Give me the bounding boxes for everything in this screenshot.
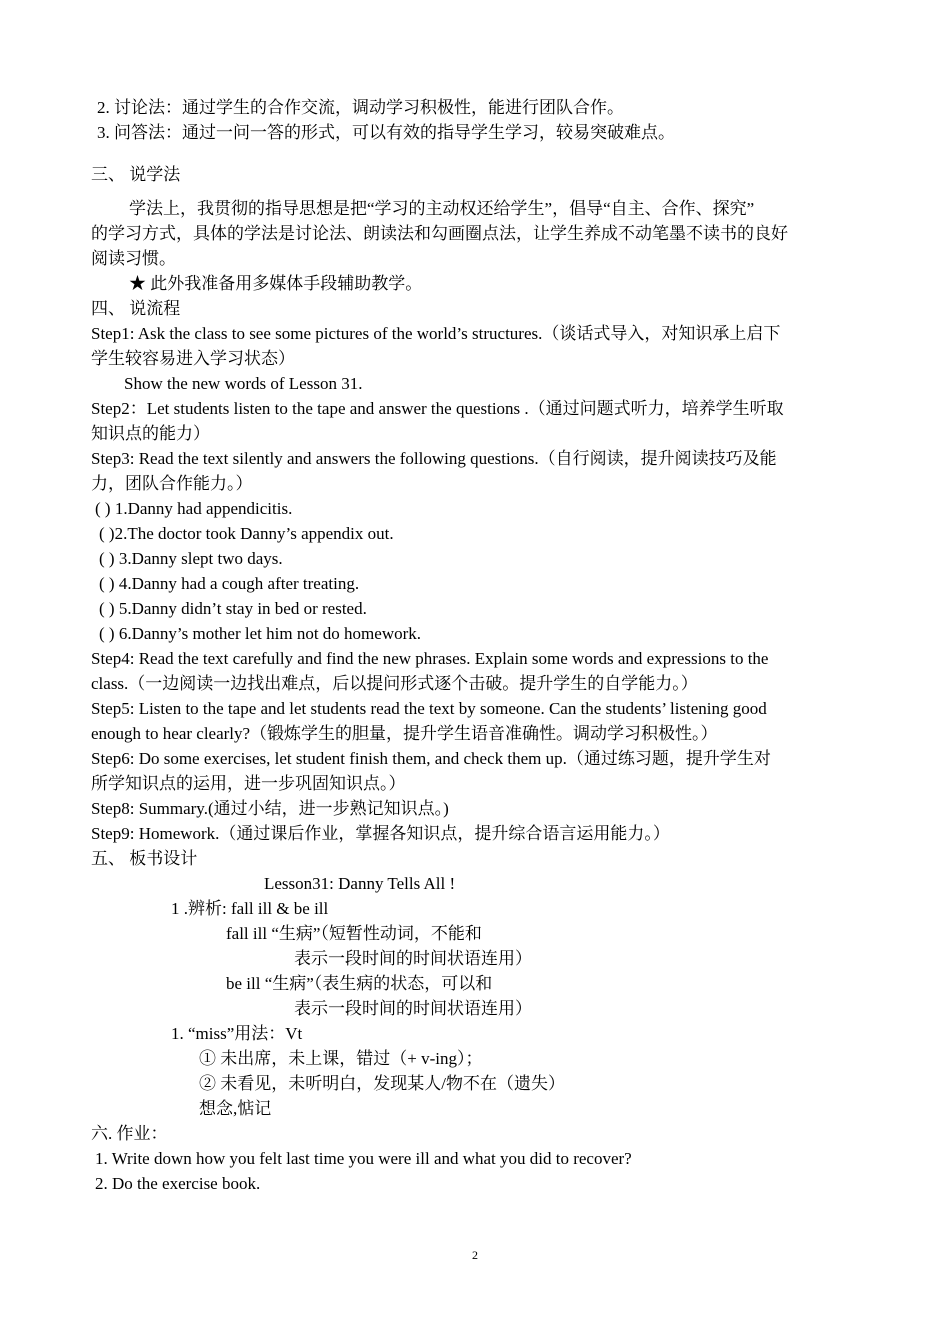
step-text: Step5: Listen to the tape and let students read the text by someone. Can the students’ listening good <box>91 699 767 718</box>
step-text: 学生较容易进入学习状态） <box>91 349 295 368</box>
step-text: class.（一边阅读一边找出难点，后以提问形式逐个击破。提升学生的自学能力。） <box>91 674 698 693</box>
step-text: Step9: Homework.（通过课后作业，掌握各知识点，提升综合语言运用能力。） <box>91 824 670 843</box>
step-text: Step6: Do some exercises, let student finish them, and check them up.（通过练习题，提升学生对 <box>91 749 771 768</box>
board-line: 表示一段时间的时间状语连用） <box>294 999 532 1018</box>
section-heading-homework: 六. 作业： <box>91 1124 168 1143</box>
multimedia-note: ★ 此外我准备用多媒体手段辅助教学。 <box>129 274 423 293</box>
page-number: 2 <box>472 1248 478 1262</box>
board-line: ② 未看见，未听明白，发现某人/物不在（遗失） <box>199 1074 565 1093</box>
homework-item: 1. Write down how you felt last time you were ill and what you did to recover? <box>95 1149 632 1168</box>
method-discussion: 2. 讨论法：通过学生的合作交流，调动学习积极性，能进行团队合作。 <box>97 98 624 117</box>
board-line: be ill “生病”（表生病的状态，可以和 <box>226 974 493 993</box>
homework-item: 2. Do the exercise book. <box>95 1174 261 1193</box>
step-text: 力，团队合作能力。） <box>91 474 253 493</box>
section-heading-process: 四、 说流程 <box>91 299 181 318</box>
question-item: ( ) 4.Danny had a cough after treating. <box>99 574 360 593</box>
board-line: 想念,惦记 <box>199 1099 272 1118</box>
method-qa: 3. 问答法：通过一问一答的形式，可以有效的指导学生学习，较易突破难点。 <box>97 123 675 142</box>
step-text: Step3: Read the text silently and answers the following questions.（自行阅读，提升阅读技巧及能 <box>91 449 777 468</box>
board-title: Lesson31: Danny Tells All ! <box>264 874 456 893</box>
step-text: Step1: Ask the class to see some pictures of the world’s structures.（谈话式导入，对知识承上启下 <box>91 324 781 343</box>
step-text: Step4: Read the text carefully and find the new phrases. Explain some words and expressions to the <box>91 649 769 668</box>
paragraph-line: 阅读习惯。 <box>91 249 176 268</box>
step-text: enough to hear clearly?（锻炼学生的胆量，提升学生语音准确性。调动学习积极性。） <box>91 724 718 743</box>
step-text: Step2：Let students listen to the tape and answer the questions .（通过问题式听力，培养学生听取 <box>91 399 784 418</box>
question-item: ( )2.The doctor took Danny’s appendix out. <box>99 524 394 543</box>
board-line: 表示一段时间的时间状语连用） <box>294 949 532 968</box>
question-item: ( ) 5.Danny didn’t stay in bed or rested. <box>99 599 367 618</box>
section-heading-board-design: 五、 板书设计 <box>91 849 198 868</box>
step-text: 知识点的能力） <box>91 424 210 443</box>
step-text: 所学知识点的运用，进一步巩固知识点。） <box>91 774 406 793</box>
board-line: 1 .辨析: fall ill & be ill <box>171 899 329 918</box>
question-item: ( ) 6.Danny’s mother let him not do homework. <box>99 624 422 643</box>
step-text: Step8: Summary.(通过小结，进一步熟记知识点。) <box>91 799 449 818</box>
step-text: Show the new words of Lesson 31. <box>124 374 363 393</box>
board-line: 1. “miss”用法：Vt <box>171 1024 303 1043</box>
question-item: ( ) 3.Danny slept two days. <box>99 549 283 568</box>
paragraph-line: 的学习方式，具体的学法是讨论法、朗读法和勾画圈点法，让学生养成不动笔墨不读书的良好 <box>91 224 788 243</box>
section-heading-learning-methods: 三、 说学法 <box>91 165 181 184</box>
board-line: ① 未出席，未上课，错过（+ v-ing）； <box>199 1049 483 1068</box>
question-item: ( ) 1.Danny had appendicitis. <box>95 499 293 518</box>
board-line: fall ill “生病”（短暂性动词，不能和 <box>226 924 482 943</box>
paragraph-line: 学法上，我贯彻的指导思想是把“学习的主动权还给学生”，倡导“自主、合作、探究” <box>129 199 755 218</box>
